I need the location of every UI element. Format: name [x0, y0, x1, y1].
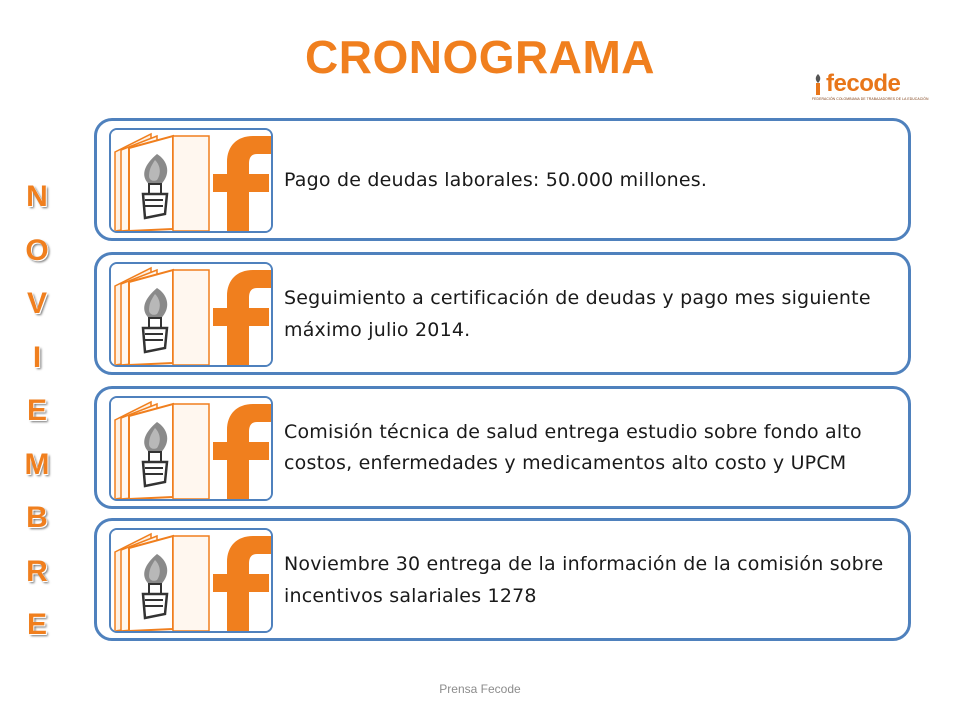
- month-letter: R: [26, 554, 48, 588]
- month-letter: N: [26, 180, 48, 213]
- schedule-item-text: Noviembre 30 entrega de la información de la comisión sobre incentivos salariales 1278: [284, 552, 884, 607]
- fecode-torch-icon: [109, 396, 273, 501]
- slide-title: CRONOGRAMA: [305, 31, 655, 83]
- logo-wordmark: fecode: [826, 70, 901, 97]
- month-letter: O: [25, 233, 49, 267]
- torch-icon: [812, 72, 824, 96]
- month-letter: E: [26, 394, 47, 427]
- fecode-logo: [812, 70, 929, 106]
- month-letter: M: [24, 447, 50, 481]
- schedule-item-4: [94, 518, 911, 641]
- month-letter: V: [26, 287, 47, 320]
- month-letter: B: [26, 501, 48, 534]
- month-letter: E: [26, 608, 47, 641]
- schedule-item-2: [94, 252, 911, 375]
- fecode-torch-icon: [109, 262, 273, 367]
- fecode-torch-icon: [109, 128, 273, 233]
- logo-subtitle: FEDERACIÓN COLOMBIANA DE TRABAJADORES DE LA EDUCACIÓN: [812, 97, 929, 101]
- month-letter: I: [32, 340, 42, 374]
- schedule-item-1: [94, 118, 911, 241]
- schedule-item-text: Comisión técnica de salud entrega estudio sobre fondo alto costos, enfermedades y medicamentos alto costo y UPCM: [284, 420, 862, 474]
- month-vertical-label: [20, 172, 54, 654]
- fecode-torch-icon: [109, 528, 273, 633]
- schedule-item-3: [94, 386, 911, 509]
- schedule-item-text: Pago de deudas laborales: 50.000 millones.: [284, 168, 708, 191]
- footer-credit: Prensa Fecode: [439, 682, 521, 696]
- schedule-item-text: Seguimiento a certificación de deudas y pago mes siguiente máximo julio 2014.: [284, 286, 871, 341]
